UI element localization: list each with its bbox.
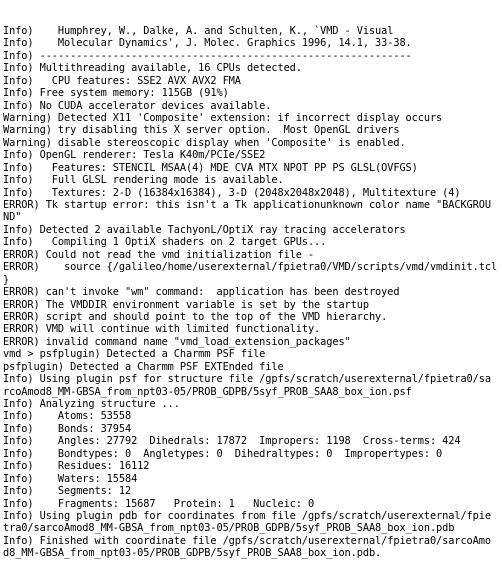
terminal-line: Info) Segments: 12	[3, 485, 132, 498]
terminal-line: ERROR) can't invoke "wm" command: application has been destroyed	[3, 286, 400, 299]
terminal-line: }	[3, 273, 10, 286]
terminal-line: Info) No CUDA accelerator devices available.	[3, 99, 272, 112]
terminal-line: ERROR) source {/galileo/home/userexternal/fpietra0/VMD/scripts/vmd/vmdinit.tcl	[3, 261, 498, 274]
terminal-lines	[3, 25, 500, 560]
terminal-line: vmd > psfplugin) Detected a Charmm PSF file	[3, 348, 266, 361]
terminal-line: Warning) disable stereoscopic display when 'Composite' is enabled.	[3, 136, 406, 149]
terminal-line: ND"	[3, 211, 22, 224]
terminal-line: Info) Multithreading available, 16 CPUs detected.	[3, 62, 302, 75]
terminal-line: rcoAmod8_MM-GBSA_from_npt03-05/PROB_GDPB/5syf_PROB_SAA8_box_ion.psf	[3, 385, 412, 398]
terminal-line: ERROR) The VMDDIR environment variable is set by the startup	[3, 298, 369, 311]
terminal-line: Info) Finished with coordinate file /gpfs/scratch/userexternal/fpietra0/sarcoAmo	[3, 534, 491, 547]
terminal-line: Info) Bonds: 37954	[3, 422, 132, 435]
terminal-line: Info) Angles: 27792 Dihedrals: 17872 Impropers: 1198 Cross-terms: 424	[3, 435, 461, 448]
terminal-line: Info) Using plugin psf for structure file /gpfs/scratch/userexternal/fpietra0/sa	[3, 373, 491, 386]
terminal-line: psfplugin) Detected a Charmm PSF EXTEnded file	[3, 360, 284, 373]
terminal-line: Info) Molecular Dynamics', J. Molec. Graphics 1996, 14.1, 33-38.	[3, 37, 412, 50]
terminal-line: Info) Atoms: 53558	[3, 410, 132, 423]
terminal-line: Info) Waters: 15584	[3, 472, 138, 485]
terminal-line: Warning) try disabling this X server option. Most OpenGL drivers	[3, 124, 400, 137]
terminal-line: Info) Using plugin pdb for coordinates from file /gpfs/scratch/userexternal/fpie	[3, 509, 491, 522]
terminal-line: Info) Full GLSL rendering mode is available.	[3, 174, 284, 187]
terminal-output[interactable]	[3, 0, 500, 576]
terminal-line: Info) Humphrey, W., Dalke, A. and Schulten, K., `VMD - Visual	[3, 24, 394, 37]
terminal-line: ERROR) invalid command name "vmd_load_extension_packages"	[3, 335, 351, 348]
terminal-line: Info) Detected 2 available TachyonL/OptiX ray tracing accelerators	[3, 223, 406, 236]
terminal-line: Warning) Detected X11 'Composite' extension: if incorrect display occurs	[3, 111, 443, 124]
terminal-line: tra0/sarcoAmod8_MM-GBSA_from_npt03-05/PROB_GDPB/5syf_PROB_SAA8_box_ion.pdb	[3, 522, 455, 535]
terminal-line: Info) Compiling 1 OptiX shaders on 2 target GPUs...	[3, 236, 327, 249]
terminal-line: Info) -------------------------------------------------------------	[3, 49, 412, 62]
terminal-line: Info) Free system memory: 115GB (91%)	[3, 87, 229, 100]
terminal-line: Info) Fragments: 15687 Protein: 1 Nucleic: 0	[3, 497, 315, 510]
terminal-line: Info) Textures: 2-D (16384x16384), 3-D (2048x2048x2048), Multitexture (4)	[3, 186, 461, 199]
terminal-line: d8_MM-GBSA_from_npt03-05/PROB_GDPB/5syf_PROB_SAA8_box_ion.pdb.	[3, 547, 382, 560]
terminal-line: Info) CPU features: SSE2 AVX AVX2 FMA	[3, 74, 241, 87]
terminal-line: Info) Analyzing structure ...	[3, 398, 180, 411]
terminal-line: ERROR) Tk startup error: this isn't a Tk applicationunknown color name "BACKGROU	[3, 199, 491, 212]
terminal-line: Info) Features: STENCIL MSAA(4) MDE CVA MTX NPOT PP PS GLSL(OVFGS)	[3, 161, 418, 174]
terminal-line: Info) OpenGL renderer: Tesla K40m/PCIe/SSE2	[3, 149, 266, 162]
terminal-line: ERROR) Could not read the vmd initialization file -	[3, 248, 315, 261]
terminal-line: ERROR) VMD will continue with limited functionality.	[3, 323, 321, 336]
terminal-line: Info) Residues: 16112	[3, 460, 150, 473]
terminal-line: ERROR) script and should point to the top of the VMD hierarchy.	[3, 310, 388, 323]
terminal-line: Info) Bondtypes: 0 Angletypes: 0 Dihedraltypes: 0 Impropertypes: 0	[3, 447, 443, 460]
